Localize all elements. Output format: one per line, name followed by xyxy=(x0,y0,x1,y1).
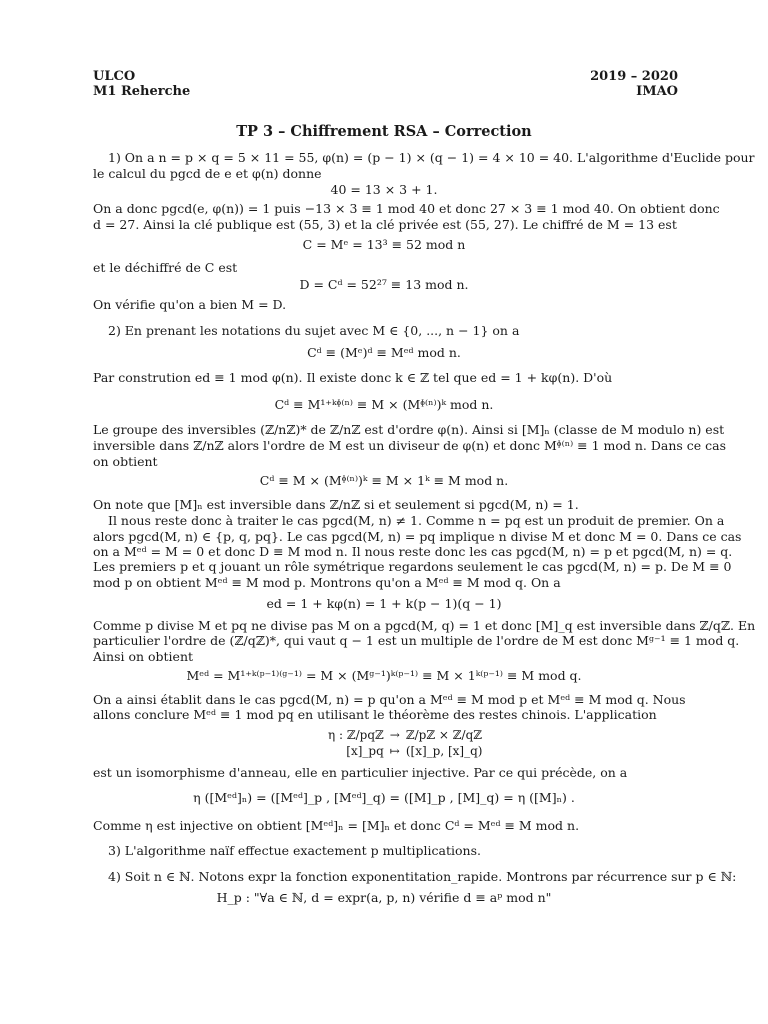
text-line: Comme η est injective on obtient [Mᵉᵈ]ₙ = [M]ₙ et donc Cᵈ = Mᵉᵈ ≡ M mod n. xyxy=(93,818,580,833)
equation: D = Cᵈ = 52²⁷ ≡ 13 mod n. xyxy=(299,277,469,292)
text-line: d = 27. Ainsi la clé publique est (55, 3) et la clé privée est (55, 27). Le chiffré de M = 13 est xyxy=(93,217,677,232)
text-line: On a ainsi établit dans le cas pgcd(M, n) = p qu'on a Mᵉᵈ ≡ M mod p et Mᵉᵈ ≡ M mod q. Nous xyxy=(93,692,686,707)
text-line: On note que [M]ₙ est inversible dans ℤ/nℤ si et seulement si pgcd(M, n) = 1. xyxy=(93,497,579,512)
arrow-icon: → xyxy=(389,728,400,742)
mapsto-icon: ↦ xyxy=(389,744,400,758)
header-left xyxy=(93,69,190,99)
text-line: alors pgcd(M, n) ∈ {p, q, pq}. Le cas pgcd(M, n) = pq implique n divise M et donc M = 0. Dans ce cas xyxy=(93,529,742,544)
text-line: particulier l'ordre de (ℤ/qℤ)*, qui vaut q − 1 est un multiple de l'ordre de M est donc Mᵍ⁻¹ ≡ 1 mod q. xyxy=(93,633,740,648)
equation: Cᵈ ≡ M¹⁺ᵏᶲ⁽ⁿ⁾ ≡ M × (Mᶲ⁽ⁿ⁾)ᵏ mod n. xyxy=(274,397,494,412)
text-line: et le déchiffré de C est xyxy=(93,260,238,275)
text-line: on a Mᵉᵈ = M = 0 et donc D ≡ M mod n. Il nous reste donc les cas pgcd(M, n) = p et pgcd(M, n) = q. xyxy=(93,544,733,559)
department: IMAO xyxy=(636,84,678,99)
text-line: 2) En prenant les notations du sujet avec M ∈ {0, ..., n − 1} on a xyxy=(108,323,520,338)
equation: ed = 1 + kφ(n) = 1 + k(p − 1)(q − 1) xyxy=(266,596,502,611)
equation: 40 = 13 × 3 + 1. xyxy=(330,182,438,197)
equation: η ([Mᵉᵈ]ₙ) = ([Mᵉᵈ]_p , [Mᵉᵈ]_q) = ([M]_p , [M]_q) = η ([M]ₙ) . xyxy=(193,790,575,805)
text-line: 3) L'algorithme naïf effectue exactement p multiplications. xyxy=(108,843,481,858)
equation: C = Mᵉ = 13³ ≡ 52 mod n xyxy=(302,237,466,252)
equation: Mᵉᵈ = M¹⁺ᵏ⁽ᵖ⁻¹⁾⁽ᵍ⁻¹⁾ = M × (Mᵍ⁻¹)ᵏ⁽ᵖ⁻¹⁾ ≡ M × 1ᵏ⁽ᵖ⁻¹⁾ ≡ M mod q. xyxy=(186,668,582,683)
academic-year: 2019 – 2020 xyxy=(590,69,678,84)
text-line: on obtient xyxy=(93,454,158,469)
equation: Cᵈ ≡ M × (Mᶲ⁽ⁿ⁾)ᵏ ≡ M × 1ᵏ ≡ M mod n. xyxy=(259,473,509,488)
iso-domain: η : ℤ/pqℤ xyxy=(328,728,384,742)
text-line: mod p on obtient Mᵉᵈ ≡ M mod p. Montrons qu'on a Mᵉᵈ ≡ M mod q. On a xyxy=(93,575,561,590)
text-line: Il nous reste donc à traiter le cas pgcd(M, n) ≠ 1. Comme n = pq est un produit de premier. On a xyxy=(108,513,725,528)
text-line: inversible dans ℤ/nℤ alors l'ordre de M est un diviseur de φ(n) et donc Mᶲ⁽ⁿ⁾ ≡ 1 mod n. Dans ce cas xyxy=(93,438,727,453)
institution: ULCO xyxy=(93,69,136,84)
text-line: 1) On a n = p × q = 5 × 11 = 55, φ(n) = (p − 1) × (q − 1) = 4 × 10 = 40. L'algorithme d'Euclide pour xyxy=(108,150,755,165)
text-line: 4) Soit n ∈ ℕ. Notons expr la fonction exponentitation_rapide. Montrons par récurrence sur p ∈ ℕ: xyxy=(108,869,737,884)
text-line: Ainsi on obtient xyxy=(93,649,194,664)
program: M1 Reherche xyxy=(93,84,191,99)
text-line: le calcul du pgcd de e et φ(n) donne xyxy=(93,166,322,181)
text-line: On a donc pgcd(e, φ(n)) = 1 puis −13 × 3 ≡ 1 mod 40 et donc 27 × 3 ≡ 1 mod 40. On obtient donc xyxy=(93,201,720,216)
isomorphism-definition xyxy=(328,727,488,759)
text-line: est un isomorphisme d'anneau, elle en particulier injective. Par ce qui précède, on a xyxy=(93,765,628,780)
header-right xyxy=(590,69,678,99)
equation: Cᵈ ≡ (Mᵉ)ᵈ ≡ Mᵉᵈ mod n. xyxy=(307,345,461,360)
text-line: Comme p divise M et pq ne divise pas M on a pgcd(M, q) = 1 et donc [M]_q est inversible dans ℤ/qℤ. En xyxy=(93,618,756,633)
text-line: On vérifie qu'on a bien M = D. xyxy=(93,297,287,312)
text-line: Le groupe des inversibles (ℤ/nℤ)* de ℤ/nℤ est d'ordre φ(n). Ainsi si [M]ₙ (classe de M modulo n) est xyxy=(93,422,725,437)
iso-codomain: ℤ/pℤ × ℤ/qℤ xyxy=(405,728,483,742)
text-line: allons conclure Mᵉᵈ ≡ 1 mod pq en utilisant le théorème des restes chinois. L'application xyxy=(93,707,657,722)
iso-element: [x]_pq xyxy=(346,744,384,758)
text-line: Par constrution ed ≡ 1 mod φ(n). Il existe donc k ∈ ℤ tel que ed = 1 + kφ(n). D'où xyxy=(93,370,613,385)
page-title: TP 3 – Chiffrement RSA – Correction xyxy=(236,123,532,140)
equation: H_p : "∀a ∈ ℕ, d = expr(a, p, n) vérifie d ≡ aᵖ mod n" xyxy=(216,890,552,905)
text-line: Les premiers p et q jouant un rôle symétrique regardons seulement le cas pgcd(M, n) = p. De M ≡ 0 xyxy=(93,559,732,574)
iso-image: ([x]_p, [x]_q) xyxy=(405,744,483,758)
